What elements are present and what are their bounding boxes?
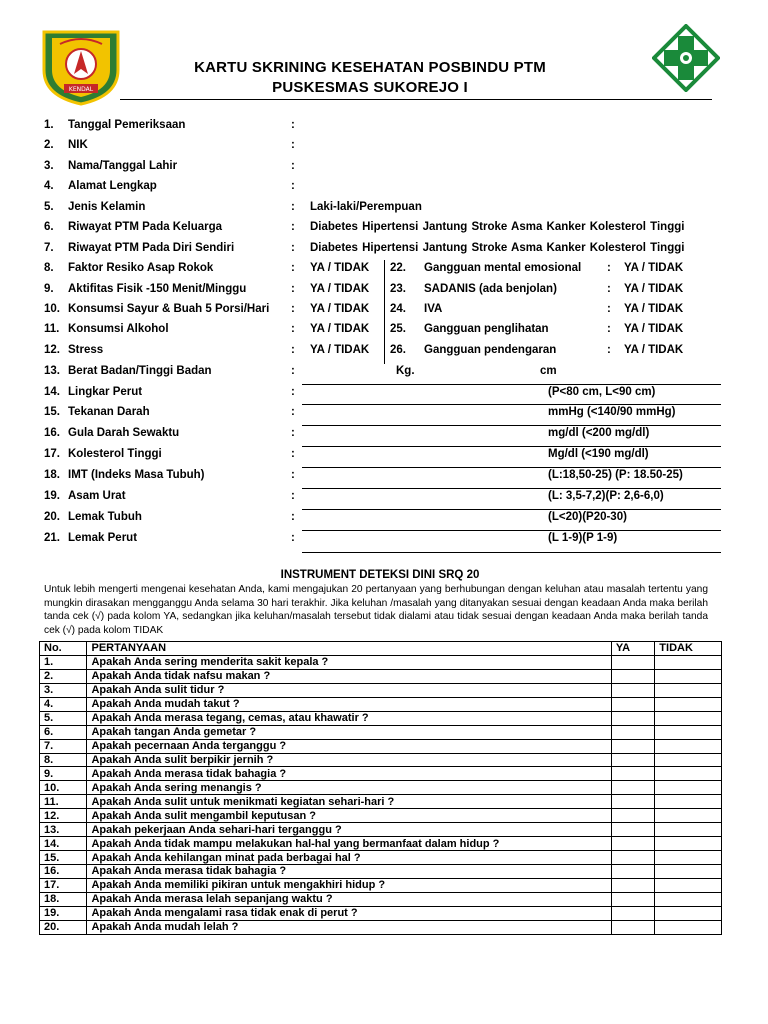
item-number: 16. bbox=[44, 427, 60, 439]
yes-no-option: YA / TIDAK bbox=[310, 262, 370, 274]
gender-options: Laki-laki/Perempuan bbox=[310, 201, 422, 213]
form-item-9 bbox=[0, 283, 768, 303]
question-number: 20. bbox=[40, 920, 87, 934]
table-row bbox=[40, 795, 722, 809]
header-ya: YA bbox=[611, 642, 654, 656]
yes-no-option-right: YA / TIDAK bbox=[624, 344, 684, 356]
item-colon-right: : bbox=[607, 262, 611, 274]
form-title: KARTU SKRINING KESEHATAN POSBINDU PTM bbox=[194, 59, 546, 76]
item-colon: : bbox=[291, 448, 295, 460]
question-text: Apakah Anda sering menderita sakit kepala ? bbox=[87, 655, 611, 669]
tidak-checkbox-cell[interactable] bbox=[655, 809, 722, 823]
question-number: 2. bbox=[40, 669, 87, 683]
item-number: 6. bbox=[44, 221, 54, 233]
ya-checkbox-cell[interactable] bbox=[611, 795, 654, 809]
table-row bbox=[40, 906, 722, 920]
item-number: 15. bbox=[44, 406, 60, 418]
item-number: 21. bbox=[44, 532, 60, 544]
item-number-right: 22. bbox=[390, 262, 406, 274]
ya-checkbox-cell[interactable] bbox=[611, 878, 654, 892]
ya-checkbox-cell[interactable] bbox=[611, 823, 654, 837]
family-ptm-options: Diabetes Hipertensi Jantung Stroke Asma Kanker Kolesterol Tinggi bbox=[310, 221, 685, 233]
question-number: 19. bbox=[40, 906, 87, 920]
tidak-checkbox-cell[interactable] bbox=[655, 725, 722, 739]
form-item-14 bbox=[0, 386, 768, 406]
item-colon: : bbox=[291, 344, 295, 356]
tidak-checkbox-cell[interactable] bbox=[655, 851, 722, 865]
ya-checkbox-cell[interactable] bbox=[611, 753, 654, 767]
ya-checkbox-cell[interactable] bbox=[611, 697, 654, 711]
table-row bbox=[40, 711, 722, 725]
item-colon: : bbox=[291, 323, 295, 335]
tidak-checkbox-cell[interactable] bbox=[655, 906, 722, 920]
question-number: 8. bbox=[40, 753, 87, 767]
form-item-21 bbox=[0, 532, 768, 552]
ya-checkbox-cell[interactable] bbox=[611, 906, 654, 920]
item-number-right: 26. bbox=[390, 344, 406, 356]
normal-range: Mg/dl (<190 mg/dl) bbox=[548, 448, 649, 460]
item-label: Lemak Perut bbox=[68, 532, 138, 544]
item-colon-right: : bbox=[607, 303, 611, 315]
table-row bbox=[40, 697, 722, 711]
srq-instructions: Untuk lebih mengerti mengenai kesehatan Anda, kami mengajukan 20 pertanyaan yang berhubungan dengan keluhan atau masalah tertentu yang mungkin dirasakan mengganggu Anda selama 30 hari terakhir. Jika keluhan /masalah yang ditanyakan sesuai dengan keadaan Anda maka berilah tanda cek (√) pada kolom YA, sedangkan jika keluhan/masalah tersebut tidak dialami atau tidak sesuai dengan keadaan Anda maka berilah tanda cek (√) pada kolom TIDAK bbox=[44, 584, 708, 636]
form-item-13 bbox=[0, 365, 768, 385]
weight-unit: Kg. bbox=[396, 365, 415, 377]
table-row bbox=[40, 725, 722, 739]
question-text: Apakah Anda sulit mengambil keputusan ? bbox=[87, 809, 611, 823]
table-row bbox=[40, 823, 722, 837]
item-number: 4. bbox=[44, 180, 54, 192]
item-label: Aktifitas Fisik -150 Menit/Minggu bbox=[68, 283, 247, 295]
item-colon: : bbox=[291, 511, 295, 523]
kendal-regency-emblem-icon bbox=[38, 26, 124, 106]
question-text: Apakah Anda merasa tegang, cemas, atau khawatir ? bbox=[87, 711, 611, 725]
ya-checkbox-cell[interactable] bbox=[611, 920, 654, 934]
item-colon: : bbox=[291, 469, 295, 481]
question-number: 7. bbox=[40, 739, 87, 753]
question-number: 6. bbox=[40, 725, 87, 739]
item-label-right: SADANIS (ada benjolan) bbox=[424, 283, 557, 295]
item-number: 13. bbox=[44, 365, 60, 377]
tidak-checkbox-cell[interactable] bbox=[655, 697, 722, 711]
item-label: Lemak Tubuh bbox=[68, 511, 142, 523]
table-row bbox=[40, 781, 722, 795]
tidak-checkbox-cell[interactable] bbox=[655, 739, 722, 753]
item-number: 20. bbox=[44, 511, 60, 523]
ya-checkbox-cell[interactable] bbox=[611, 781, 654, 795]
form-item-7 bbox=[0, 242, 768, 262]
tidak-checkbox-cell[interactable] bbox=[655, 920, 722, 934]
item-label: Alamat Lengkap bbox=[68, 180, 157, 192]
question-text: Apakah Anda sering menangis ? bbox=[87, 781, 611, 795]
item-colon: : bbox=[291, 262, 295, 274]
question-text: Apakah Anda mudah lelah ? bbox=[87, 920, 611, 934]
yes-no-option-right: YA / TIDAK bbox=[624, 303, 684, 315]
emblem-text: KENDAL bbox=[68, 86, 94, 93]
form-item-8 bbox=[0, 262, 768, 282]
ya-checkbox-cell[interactable] bbox=[611, 669, 654, 683]
item-number: 7. bbox=[44, 242, 54, 254]
question-number: 16. bbox=[40, 865, 87, 879]
form-item-15 bbox=[0, 406, 768, 426]
item-colon-right: : bbox=[607, 323, 611, 335]
item-number: 3. bbox=[44, 160, 54, 172]
question-number: 14. bbox=[40, 837, 87, 851]
ya-checkbox-cell[interactable] bbox=[611, 809, 654, 823]
item-colon: : bbox=[291, 221, 295, 233]
item-number: 19. bbox=[44, 490, 60, 502]
item-colon: : bbox=[291, 160, 295, 172]
table-row bbox=[40, 865, 722, 879]
table-row bbox=[40, 837, 722, 851]
item-label-right: IVA bbox=[424, 303, 443, 315]
tidak-checkbox-cell[interactable] bbox=[655, 669, 722, 683]
item-colon: : bbox=[291, 303, 295, 315]
ya-checkbox-cell[interactable] bbox=[611, 837, 654, 851]
item-label: Nama/Tanggal Lahir bbox=[68, 160, 178, 172]
item-colon: : bbox=[291, 119, 295, 131]
table-header-row bbox=[40, 642, 722, 656]
item-colon: : bbox=[291, 490, 295, 502]
normal-range: mg/dl (<200 mg/dl) bbox=[548, 427, 650, 439]
tidak-checkbox-cell[interactable] bbox=[655, 781, 722, 795]
form-item-20 bbox=[0, 511, 768, 531]
ya-checkbox-cell[interactable] bbox=[611, 655, 654, 669]
question-number: 17. bbox=[40, 878, 87, 892]
question-text: Apakah Anda tidak nafsu makan ? bbox=[87, 669, 611, 683]
table-row bbox=[40, 669, 722, 683]
input-line[interactable] bbox=[302, 552, 721, 553]
question-text: Apakah Anda sulit untuk menikmati kegiatan sehari-hari ? bbox=[87, 795, 611, 809]
item-colon: : bbox=[291, 283, 295, 295]
yes-no-option: YA / TIDAK bbox=[310, 303, 370, 315]
normal-range: (L: 3,5-7,2)(P: 2,6-6,0) bbox=[548, 490, 664, 502]
table-row bbox=[40, 655, 722, 669]
question-number: 1. bbox=[40, 655, 87, 669]
question-text: Apakah Anda sulit tidur ? bbox=[87, 683, 611, 697]
yes-no-option-right: YA / TIDAK bbox=[624, 323, 684, 335]
item-colon: : bbox=[291, 427, 295, 439]
table-row bbox=[40, 683, 722, 697]
ya-checkbox-cell[interactable] bbox=[611, 865, 654, 879]
item-label: Tanggal Pemeriksaan bbox=[68, 119, 186, 131]
item-number: 9. bbox=[44, 283, 54, 295]
question-number: 10. bbox=[40, 781, 87, 795]
question-number: 4. bbox=[40, 697, 87, 711]
normal-range: (L 1-9)(P 1-9) bbox=[548, 532, 618, 544]
tidak-checkbox-cell[interactable] bbox=[655, 753, 722, 767]
item-number: 17. bbox=[44, 448, 60, 460]
self-ptm-options: Diabetes Hipertensi Jantung Stroke Asma Kanker Kolesterol Tinggi bbox=[310, 242, 685, 254]
question-number: 15. bbox=[40, 851, 87, 865]
form-subtitle: PUSKESMAS SUKOREJO I bbox=[272, 79, 468, 96]
srq-table bbox=[39, 641, 722, 935]
item-label: Lingkar Perut bbox=[68, 386, 143, 398]
item-label: Kolesterol Tinggi bbox=[68, 448, 162, 460]
question-number: 5. bbox=[40, 711, 87, 725]
yes-no-option: YA / TIDAK bbox=[310, 283, 370, 295]
question-text: Apakah Anda merasa lelah sepanjang waktu ? bbox=[87, 892, 611, 906]
question-text: Apakah Anda tidak mampu melakukan hal-hal yang bermanfaat dalam hidup ? bbox=[87, 837, 611, 851]
item-number: 8. bbox=[44, 262, 54, 274]
item-colon-right: : bbox=[607, 283, 611, 295]
form-item-16 bbox=[0, 427, 768, 447]
item-label: Konsumsi Sayur & Buah 5 Porsi/Hari bbox=[68, 303, 270, 315]
item-label: Riwayat PTM Pada Keluarga bbox=[68, 221, 223, 233]
item-label-right: Gangguan penglihatan bbox=[424, 323, 549, 335]
item-label: Asam Urat bbox=[68, 490, 126, 502]
tidak-checkbox-cell[interactable] bbox=[655, 892, 722, 906]
question-text: Apakah pekerjaan Anda sehari-hari terganggu ? bbox=[87, 823, 611, 837]
form-item-12 bbox=[0, 344, 768, 364]
item-number: 10. bbox=[44, 303, 60, 315]
height-unit: cm bbox=[540, 365, 557, 377]
tidak-checkbox-cell[interactable] bbox=[655, 683, 722, 697]
normal-range: (P<80 cm, L<90 cm) bbox=[548, 386, 656, 398]
table-row bbox=[40, 753, 722, 767]
form-item-10 bbox=[0, 303, 768, 323]
header-no: No. bbox=[40, 642, 87, 656]
item-label: NIK bbox=[68, 139, 88, 151]
tidak-checkbox-cell[interactable] bbox=[655, 655, 722, 669]
item-number: 18. bbox=[44, 469, 60, 481]
tidak-checkbox-cell[interactable] bbox=[655, 767, 722, 781]
table-row bbox=[40, 878, 722, 892]
input-line[interactable] bbox=[302, 384, 721, 385]
srq-title: INSTRUMENT DETEKSI DINI SRQ 20 bbox=[280, 569, 480, 581]
form-item-1 bbox=[0, 119, 768, 139]
ya-checkbox-cell[interactable] bbox=[611, 892, 654, 906]
item-colon: : bbox=[291, 532, 295, 544]
item-number-right: 23. bbox=[390, 283, 406, 295]
yes-no-option: YA / TIDAK bbox=[310, 344, 370, 356]
tidak-checkbox-cell[interactable] bbox=[655, 865, 722, 879]
tidak-checkbox-cell[interactable] bbox=[655, 795, 722, 809]
item-number: 14. bbox=[44, 386, 60, 398]
item-label: Faktor Resiko Asap Rokok bbox=[68, 262, 214, 274]
tidak-checkbox-cell[interactable] bbox=[655, 823, 722, 837]
question-text: Apakah Anda kehilangan minat pada berbagai hal ? bbox=[87, 851, 611, 865]
tidak-checkbox-cell[interactable] bbox=[655, 837, 722, 851]
question-text: Apakah tangan Anda gemetar ? bbox=[87, 725, 611, 739]
ya-checkbox-cell[interactable] bbox=[611, 711, 654, 725]
item-label-right: Gangguan pendengaran bbox=[424, 344, 557, 356]
question-number: 9. bbox=[40, 767, 87, 781]
item-colon: : bbox=[291, 406, 295, 418]
form-item-4 bbox=[0, 180, 768, 200]
table-row bbox=[40, 809, 722, 823]
ya-checkbox-cell[interactable] bbox=[611, 683, 654, 697]
question-number: 3. bbox=[40, 683, 87, 697]
item-label-right: Gangguan mental emosional bbox=[424, 262, 582, 274]
yes-no-option-right: YA / TIDAK bbox=[624, 262, 684, 274]
table-row bbox=[40, 851, 722, 865]
table-row bbox=[40, 920, 722, 934]
yes-no-option: YA / TIDAK bbox=[310, 323, 370, 335]
yes-no-option-right: YA / TIDAK bbox=[624, 283, 684, 295]
item-colon: : bbox=[291, 139, 295, 151]
question-text: Apakah Anda merasa tidak bahagia ? bbox=[87, 865, 611, 879]
item-colon: : bbox=[291, 201, 295, 213]
header-divider bbox=[120, 99, 712, 100]
table-row bbox=[40, 739, 722, 753]
question-number: 11. bbox=[40, 795, 87, 809]
item-label: Jenis Kelamin bbox=[68, 201, 146, 213]
ya-checkbox-cell[interactable] bbox=[611, 767, 654, 781]
tidak-checkbox-cell[interactable] bbox=[655, 878, 722, 892]
table-row bbox=[40, 892, 722, 906]
normal-range: (L:18,50-25) (P: 18.50-25) bbox=[548, 469, 683, 481]
puskesmas-cross-icon bbox=[652, 24, 720, 92]
form-item-17 bbox=[0, 448, 768, 468]
form-item-2 bbox=[0, 139, 768, 159]
srq-body bbox=[40, 655, 722, 934]
form-item-3 bbox=[0, 160, 768, 180]
question-text: Apakah Anda sulit berpikir jernih ? bbox=[87, 753, 611, 767]
item-number: 12. bbox=[44, 344, 60, 356]
question-text: Apakah Anda mengalami rasa tidak enak di perut ? bbox=[87, 906, 611, 920]
header-question: PERTANYAAN bbox=[87, 642, 611, 656]
question-number: 18. bbox=[40, 892, 87, 906]
item-number: 5. bbox=[44, 201, 54, 213]
question-text: Apakah pecernaan Anda terganggu ? bbox=[87, 739, 611, 753]
item-colon: : bbox=[291, 180, 295, 192]
item-label: Tekanan Darah bbox=[68, 406, 150, 418]
ya-checkbox-cell[interactable] bbox=[611, 851, 654, 865]
item-number: 2. bbox=[44, 139, 54, 151]
question-number: 13. bbox=[40, 823, 87, 837]
item-number: 11. bbox=[44, 323, 60, 335]
form-item-19 bbox=[0, 490, 768, 510]
question-text: Apakah Anda mudah takut ? bbox=[87, 697, 611, 711]
item-label: Konsumsi Alkohol bbox=[68, 323, 169, 335]
item-number-right: 24. bbox=[390, 303, 406, 315]
header-tidak: TIDAK bbox=[655, 642, 722, 656]
form-item-11 bbox=[0, 323, 768, 343]
form-item-18 bbox=[0, 469, 768, 489]
item-colon-right: : bbox=[607, 344, 611, 356]
item-label: Riwayat PTM Pada Diri Sendiri bbox=[68, 242, 235, 254]
item-label: Berat Badan/Tinggi Badan bbox=[68, 365, 212, 377]
item-colon: : bbox=[291, 365, 295, 377]
question-number: 12. bbox=[40, 809, 87, 823]
item-label: IMT (Indeks Masa Tubuh) bbox=[68, 469, 205, 481]
form-item-5 bbox=[0, 201, 768, 221]
ya-checkbox-cell[interactable] bbox=[611, 725, 654, 739]
form-item-6 bbox=[0, 221, 768, 241]
item-colon: : bbox=[291, 386, 295, 398]
question-text: Apakah Anda memiliki pikiran untuk mengakhiri hidup ? bbox=[87, 878, 611, 892]
normal-range: (L<20)(P20-30) bbox=[548, 511, 627, 523]
item-colon: : bbox=[291, 242, 295, 254]
item-label: Stress bbox=[68, 344, 104, 356]
question-text: Apakah Anda merasa tidak bahagia ? bbox=[87, 767, 611, 781]
item-number: 1. bbox=[44, 119, 54, 131]
normal-range: mmHg (<140/90 mmHg) bbox=[548, 406, 676, 418]
item-label: Gula Darah Sewaktu bbox=[68, 427, 180, 439]
tidak-checkbox-cell[interactable] bbox=[655, 711, 722, 725]
item-number-right: 25. bbox=[390, 323, 406, 335]
ya-checkbox-cell[interactable] bbox=[611, 739, 654, 753]
table-row bbox=[40, 767, 722, 781]
